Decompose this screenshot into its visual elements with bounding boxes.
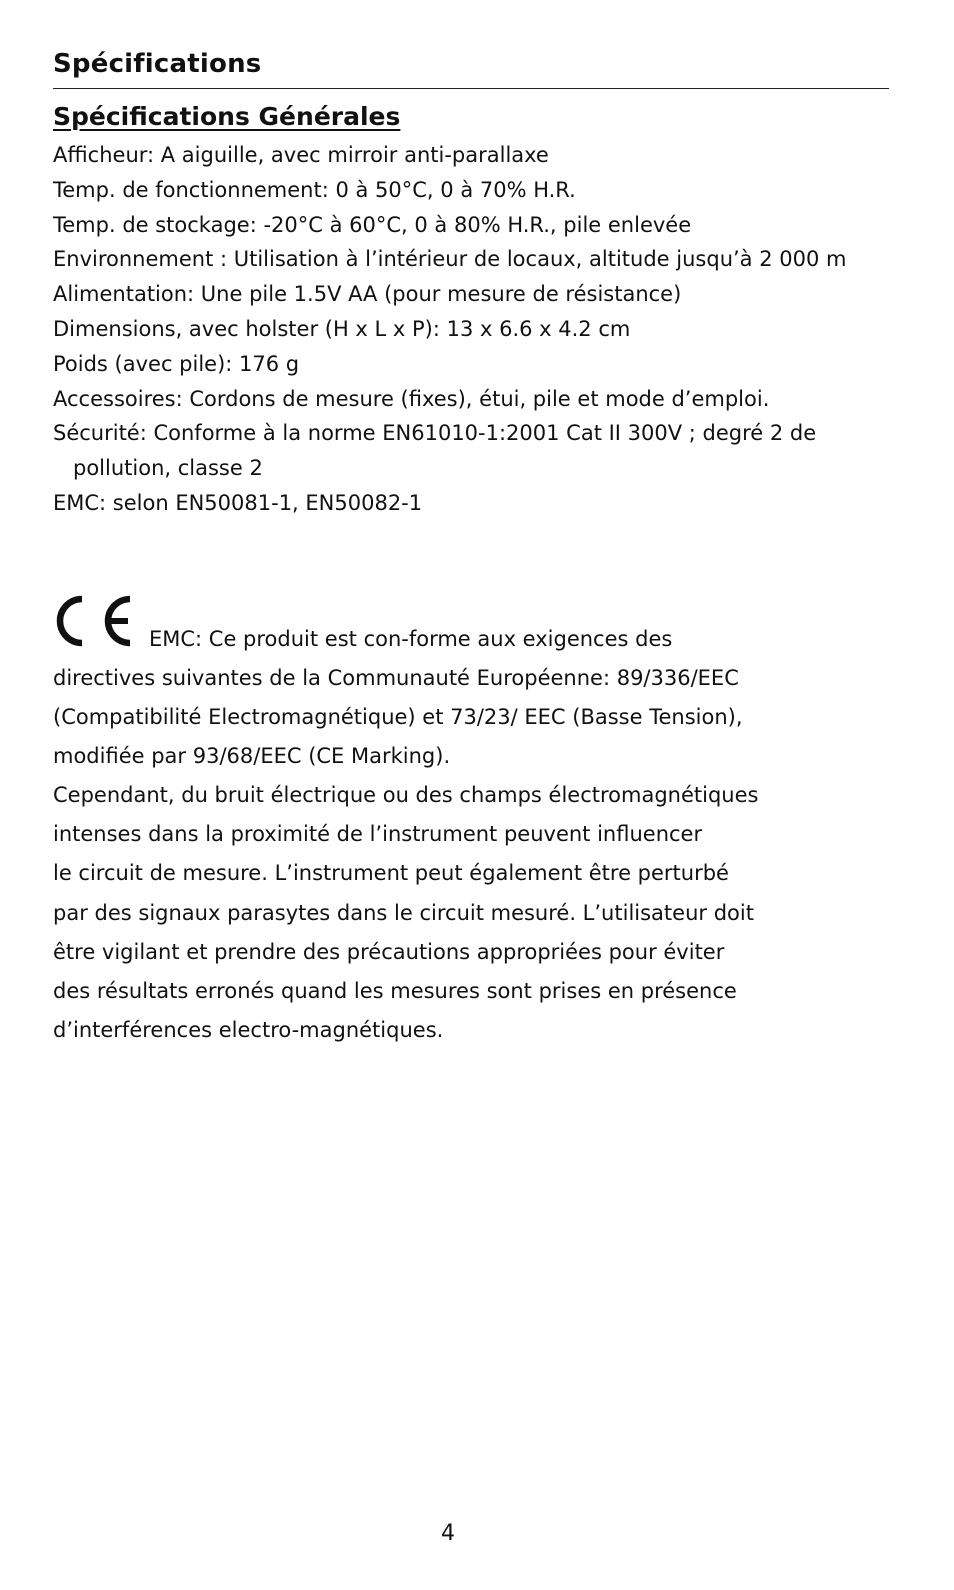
ce-mark-icon — [53, 594, 133, 648]
general-specs-list — [53, 138, 893, 521]
spec-power: Alimentation: Une pile 1.5V AA (pour mesure de résistance) — [53, 282, 682, 307]
spec-storage-temp: Temp. de stockage: -20°C à 60°C, 0 à 80% H.R., pile enlevée — [53, 212, 692, 237]
spec-accessories: Accessoires: Cordons de mesure (fixes), étui, pile et mode d’emploi. — [53, 386, 770, 411]
title-divider — [53, 88, 889, 89]
page-number: 4 — [441, 1521, 455, 1546]
notice-line: intenses dans la proximité de l’instrument peuvent influencer — [53, 822, 703, 847]
emc-notice — [53, 659, 758, 1050]
notice-line: des résultats erronés quand les mesures sont prises en présence — [53, 978, 737, 1003]
notice-line: (Compatibilité Electromagnétique) et 73/23/ EEC (Basse Tension), — [53, 705, 743, 730]
notice-line: d’interférences electro-magnétiques. — [53, 1017, 444, 1042]
section-heading: Spécifications Générales — [53, 102, 401, 131]
notice-line: par des signaux parasytes dans le circuit mesuré. L’utilisateur doit — [53, 900, 754, 925]
page-title: Spécifications — [53, 49, 262, 79]
notice-line: directives suivantes de la Communauté Européenne: 89/336/EEC — [53, 666, 739, 690]
notice-line: Cependant, du bruit électrique ou des champs électromagnétiques — [53, 783, 759, 808]
spec-weight: Poids (avec pile): 176 g — [53, 351, 300, 376]
spec-safety: Sécurité: Conforme à la norme EN61010-1:2001 Cat II 300V ; degré 2 de pollution, classe 2 — [53, 421, 817, 481]
spec-operating-temp: Temp. de fonctionnement: 0 à 50°C, 0 à 70% H.R. — [53, 177, 576, 202]
spec-display: Afficheur: A aiguille, avec mirroir anti-parallaxe — [53, 143, 549, 167]
spec-environment: Environnement : Utilisation à l’intérieur de locaux, altitude jusqu’à 2 000 m — [53, 247, 847, 272]
manual-page — [53, 0, 889, 1590]
notice-line: le circuit de mesure. L’instrument peut également être perturbé — [53, 861, 729, 886]
spec-dimensions: Dimensions, avec holster (H x L x P): 13 x 6.6 x 4.2 cm — [53, 316, 631, 341]
emc-statement-intro: EMC: Ce produit est con-forme aux exigences des — [149, 627, 673, 651]
spec-emc: EMC: selon EN50081-1, EN50082-1 — [53, 490, 423, 515]
notice-line: modifiée par 93/68/EEC (CE Marking). — [53, 744, 451, 769]
notice-line: être vigilant et prendre des précautions appropriées pour éviter — [53, 939, 725, 964]
